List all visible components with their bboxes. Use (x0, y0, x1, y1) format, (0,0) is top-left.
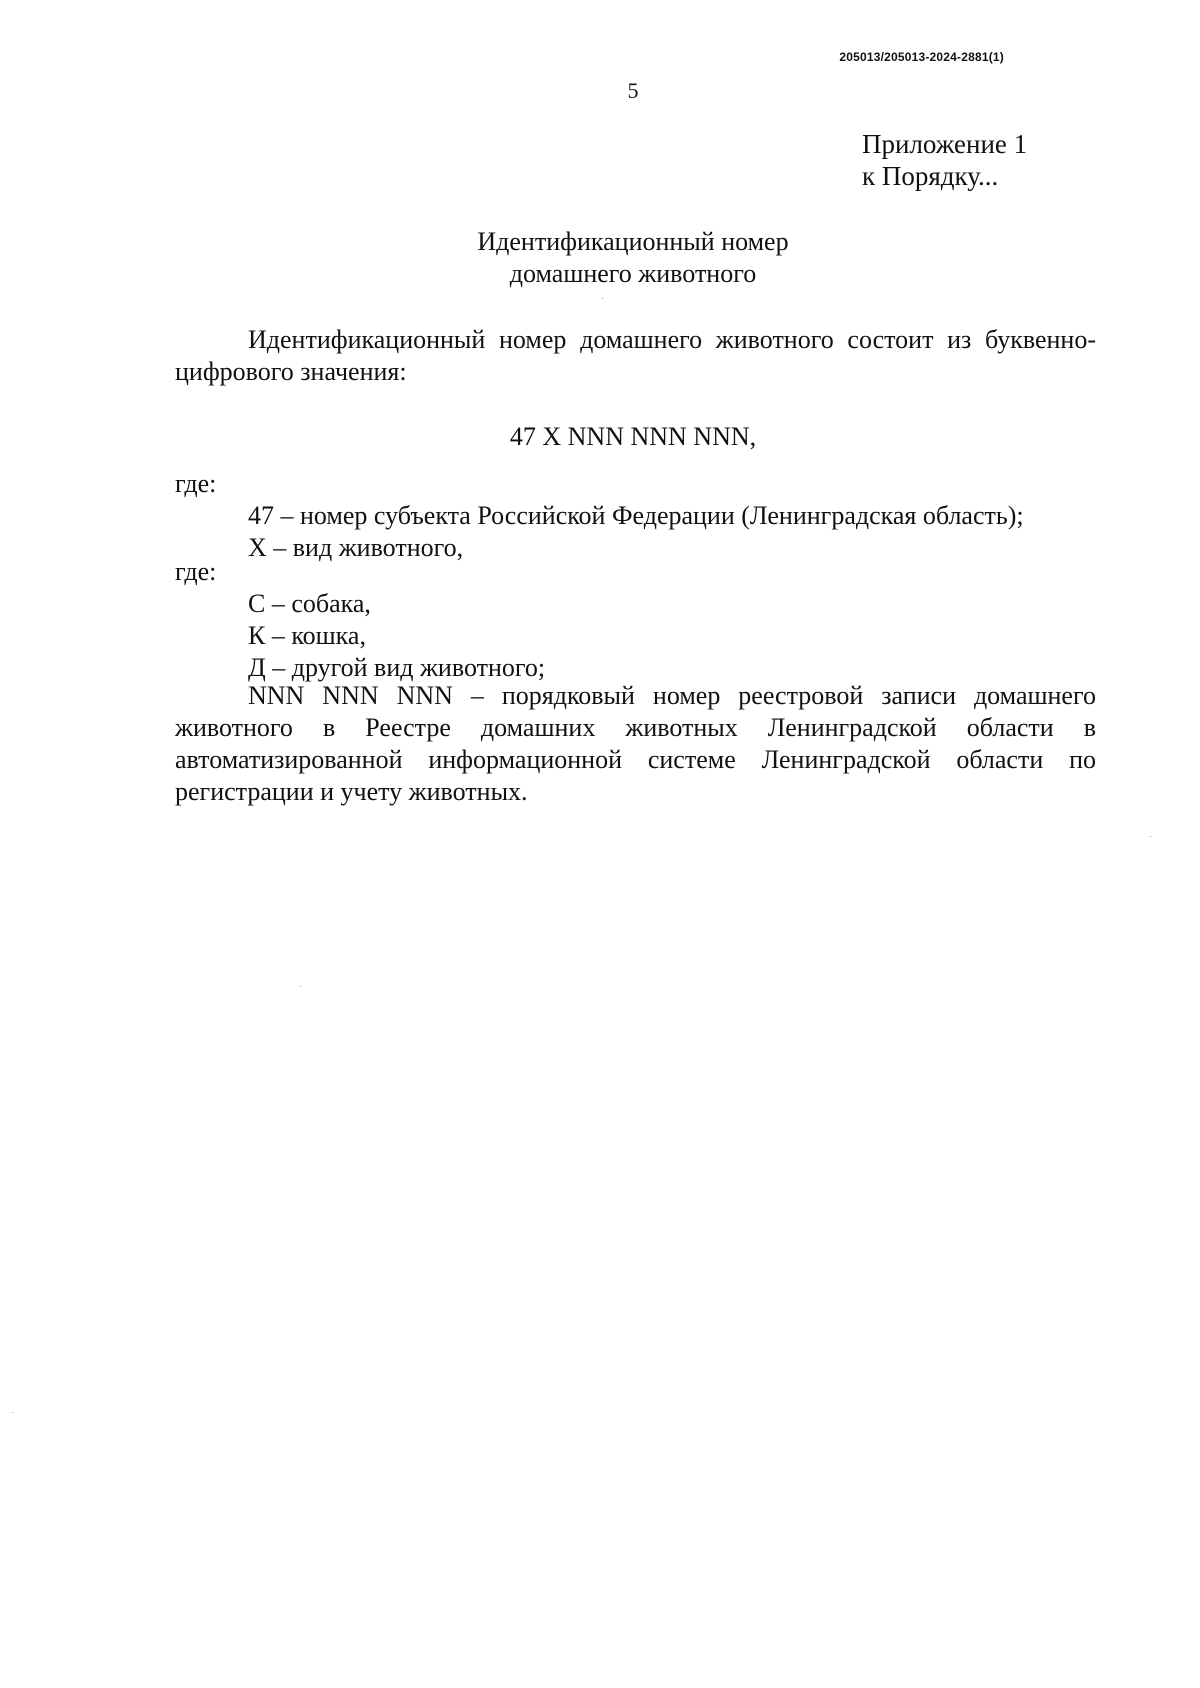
title-line-1: Идентификационный номер (477, 227, 789, 256)
scan-speck (300, 986, 301, 987)
definition-47: 47 – номер субъекта Российской Федерации (Ленинградская область); (248, 501, 1024, 530)
appendix-line-2: к Порядку... (862, 161, 999, 191)
appendix-line-1: Приложение 1 (862, 129, 1028, 159)
definition-nnn: NNN NNN NNN – порядковый номер реестровой записи домашнего животного в Реестре домашних животных Ленинградской области в автоматизированной информационной системе Ленинградской области по регистрации и учету животных. (175, 681, 1096, 806)
where-label-2: где: (175, 557, 217, 586)
id-number-format: 47 Х NNN NNN NNN, (509, 422, 757, 451)
scan-speck (12, 1412, 13, 1413)
scan-speck (1150, 836, 1151, 837)
serial-number-definition-block (175, 680, 1096, 808)
appendix-reference (862, 128, 1027, 192)
definition-c: С – собака, (248, 589, 371, 618)
scan-speck (602, 298, 603, 299)
document-title (0, 226, 1200, 290)
definition-k: К – кошка, (248, 621, 366, 650)
page-number: 5 (627, 78, 639, 103)
document-registration-number: 205013/205013-2024-2881(1) (839, 50, 1004, 64)
definition-x: Х – вид животного, (248, 533, 464, 562)
where-label-1: где: (175, 469, 217, 498)
intro-paragraph-block (175, 324, 1096, 388)
definition-d: Д – другой вид животного; (248, 653, 546, 682)
title-line-2: домашнего животного (509, 259, 757, 288)
where-block-1 (175, 468, 1096, 564)
where-block-2 (175, 556, 1096, 684)
intro-paragraph: Идентификационный номер домашнего животного состоит из буквенно-цифрового значения: (175, 325, 1096, 386)
